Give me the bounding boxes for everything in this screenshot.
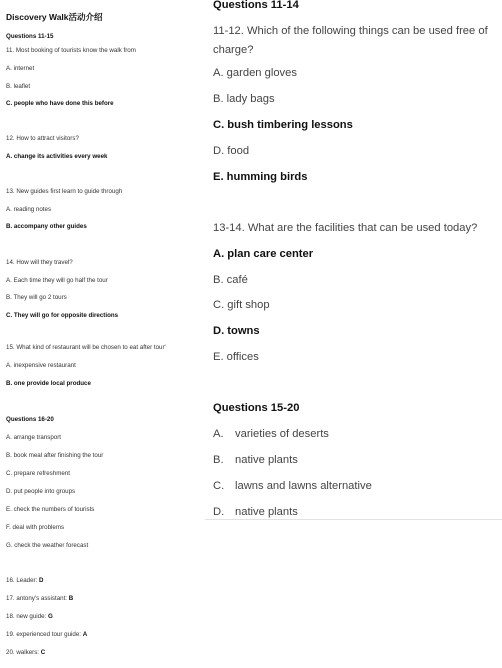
q11-12-option-answer: C. bush timbering lessons	[213, 119, 353, 131]
answer-row: 17. antony's assistant: B	[6, 595, 74, 602]
q13-14-option-answer: D. towns	[213, 325, 260, 337]
option-list-item: E. check the numbers of tourists	[6, 506, 95, 513]
answer-value: C	[40, 649, 46, 656]
q15-option-a: A. inexpensive restaurant	[6, 362, 76, 369]
q13-14-option-answer: A. plan care center	[213, 248, 314, 260]
doc-title: Discovery Walk活动介绍	[6, 12, 103, 22]
section-heading-11-14: Questions 11-14	[213, 0, 299, 11]
q11-option-c-answer: C. people who have done this before	[6, 100, 114, 107]
q13-option-b-answer: B. accompany other guides	[6, 223, 87, 230]
q13-14-option: E. offices	[213, 351, 259, 363]
q12-option-a-answer: A. change its activities every week	[6, 153, 108, 160]
option-list-item: B. book meal after finishing the tour	[6, 452, 104, 459]
q15-20-option: C. lawns and lawns alternative	[213, 480, 372, 492]
q11-option-a: A. internet	[6, 65, 35, 72]
q11-question: 11. Most booking of tourists know the walk from	[6, 47, 136, 54]
answer-value: G	[47, 613, 53, 620]
answer-value: B	[68, 595, 74, 602]
answer-row: 20. walkers: C	[6, 649, 46, 656]
q11-12-option: B. lady bags	[213, 93, 275, 105]
q15-option-b-answer: B. one provide local produce	[6, 380, 91, 387]
q11-12-question: 11-12. Which of the following things can be used free of charge?	[213, 25, 488, 56]
left-document	[0, 0, 205, 668]
option-list-item: C. prepare refreshment	[6, 470, 70, 477]
answer-row: 19. experienced tour guide: A	[6, 631, 88, 638]
q11-12-option: D. food	[213, 145, 250, 157]
q15-20-option: A. varieties of deserts	[213, 428, 329, 440]
answer-row: 18. new guide: G	[6, 613, 53, 620]
divider	[205, 519, 502, 520]
right-document	[205, 0, 502, 668]
section-heading-16-20: Questions 16-20	[6, 416, 54, 423]
q13-14-question: 13-14. What are the facilities that can be used today?	[213, 222, 478, 234]
q14-option-b: B. They will go 2 tours	[6, 294, 67, 301]
option-list-item: A. arrange transport	[6, 434, 62, 441]
q11-12-option-answer: E. humming birds	[213, 171, 308, 183]
q14-option-c-answer: C. They will go for opposite directions	[6, 312, 119, 319]
option-list-item: F. deal with problems	[6, 524, 65, 531]
section-heading-11-15: Questions 11-15	[6, 33, 54, 40]
q12-question: 12. How to attract visitors?	[6, 135, 79, 142]
q11-12-option: A. garden gloves	[213, 67, 297, 79]
answer-row: 16. Leader: D	[6, 577, 44, 584]
answer-value: A	[82, 631, 88, 638]
q13-14-option: C. gift shop	[213, 299, 270, 311]
q14-option-a: A. Each time they will go half the tour	[6, 277, 108, 284]
q15-20-option: B. native plants	[213, 454, 298, 466]
q11-option-b: B. leaflet	[6, 83, 31, 90]
q15-20-option: D. native plants	[213, 506, 298, 518]
option-list-item: G. check the weather forecast	[6, 542, 89, 549]
q15-question: 15. What kind of restaurant will be chosen to eat after tour'	[6, 344, 166, 351]
q14-question: 14. How will they travel?	[6, 259, 73, 266]
option-list-item: D. put people into groups	[6, 488, 76, 495]
answer-value: D	[39, 577, 44, 584]
q13-14-option: B. café	[213, 274, 248, 286]
section-heading-15-20: Questions 15-20	[213, 402, 300, 414]
q13-option-a: A. reading notes	[6, 206, 52, 213]
q13-question: 13. New guides first learn to guide through	[6, 188, 123, 195]
